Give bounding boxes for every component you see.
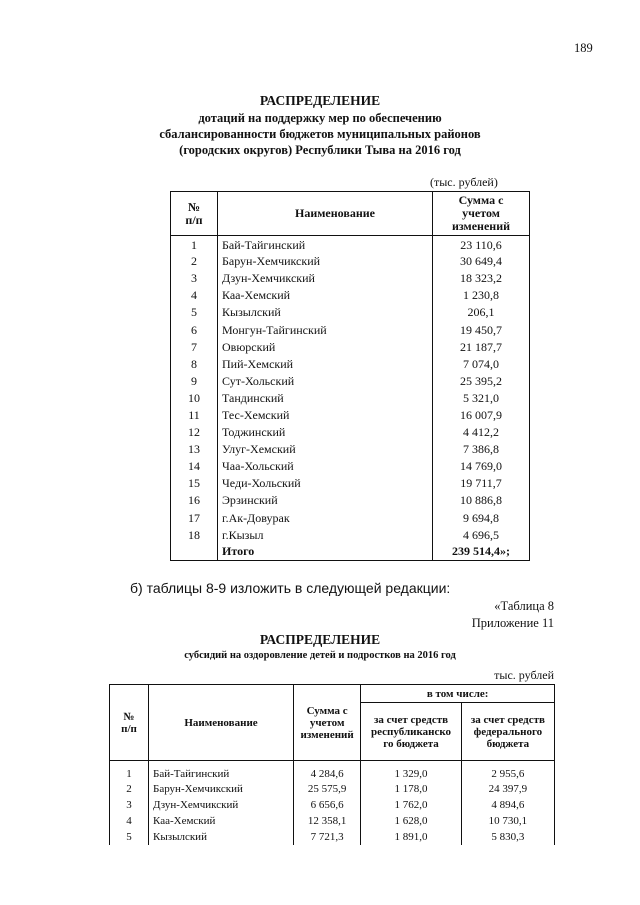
row-republic: 1 329,0 — [361, 761, 462, 782]
row-number: 16 — [171, 492, 218, 509]
row-name: Эрзинский — [218, 492, 433, 509]
table-row — [171, 441, 530, 458]
row-name: Улуг-Хемский — [218, 441, 433, 458]
row-number: 2 — [171, 253, 218, 270]
table-row — [171, 270, 530, 287]
row-sum: 206,1 — [433, 304, 530, 321]
row-name: Бай-Тайгинский — [149, 761, 294, 782]
table-row — [171, 475, 530, 492]
row-sum: 1 230,8 — [433, 287, 530, 304]
row-sum: 4 412,2 — [433, 424, 530, 441]
row-sum: 25 575,9 — [294, 781, 361, 797]
table1-subtitle-line: дотаций на поддержку мер по обеспечению — [198, 111, 442, 125]
table1-title: РАСПРЕДЕЛЕНИЕ — [259, 93, 381, 108]
row-sum: 7 386,8 — [433, 441, 530, 458]
row-sum: 23 110,6 — [433, 236, 530, 253]
appendix-reference: Приложение 11 — [471, 616, 554, 630]
row-number: 2 — [110, 781, 149, 797]
row-number: 15 — [171, 475, 218, 492]
row-number: 7 — [171, 338, 218, 355]
table-row — [171, 492, 530, 509]
row-name: Дзун-Хемчикский — [149, 797, 294, 813]
table1-body — [171, 236, 530, 561]
row-name: Барун-Хемчикский — [218, 253, 433, 270]
total-num-empty — [171, 543, 218, 560]
row-name: Тес-Хемский — [218, 406, 433, 423]
row-republic: 1 891,0 — [361, 829, 462, 845]
row-number: 5 — [171, 304, 218, 321]
row-name: Тандинский — [218, 389, 433, 406]
row-name: г.Кызыл — [218, 526, 433, 543]
row-sum: 19 711,7 — [433, 475, 530, 492]
row-name: г.Ак-Довурак — [218, 509, 433, 526]
row-federal: 5 830,3 — [461, 829, 554, 845]
row-number: 3 — [110, 797, 149, 813]
table8-reference: «Таблица 8 — [494, 599, 554, 613]
header-sum: Сумма с учетом изменений — [294, 685, 361, 761]
table-row — [171, 236, 530, 253]
table-row — [171, 253, 530, 270]
table1-subtitle-line: (городских округов) Республики Тыва на 2016 год — [179, 143, 461, 157]
table2-body — [110, 761, 555, 846]
table2-units: тыс. рублей — [494, 668, 554, 682]
row-number: 18 — [171, 526, 218, 543]
row-number: 11 — [171, 406, 218, 423]
table-row — [110, 813, 555, 829]
table-row — [110, 781, 555, 797]
row-name: Монгун-Тайгинский — [218, 321, 433, 338]
total-row — [171, 543, 530, 560]
row-sum: 25 395,2 — [433, 372, 530, 389]
table-row — [171, 321, 530, 338]
paragraph-b: б) таблицы 8-9 изложить в следующей редакции: — [130, 580, 451, 596]
row-sum: 30 649,4 — [433, 253, 530, 270]
row-republic: 1 762,0 — [361, 797, 462, 813]
row-sum: 19 450,7 — [433, 321, 530, 338]
row-name: Дзун-Хемчикский — [218, 270, 433, 287]
header-name: Наименование — [218, 192, 433, 236]
row-number: 12 — [171, 424, 218, 441]
row-sum: 4 696,5 — [433, 526, 530, 543]
row-number: 3 — [171, 270, 218, 287]
row-name: Чаа-Хольский — [218, 458, 433, 475]
page-number: 189 — [574, 41, 593, 55]
row-sum: 10 886,8 — [433, 492, 530, 509]
row-name: Кызылский — [149, 829, 294, 845]
row-sum: 5 321,0 — [433, 389, 530, 406]
table-row — [110, 829, 555, 845]
table-row — [171, 526, 530, 543]
table-row — [171, 389, 530, 406]
row-number: 14 — [171, 458, 218, 475]
table-row — [110, 761, 555, 782]
table2-subtitle: субсидий на оздоровление детей и подростков на 2016 год — [184, 650, 456, 661]
header-including: в том числе: — [361, 685, 555, 703]
row-republic: 1 628,0 — [361, 813, 462, 829]
header-republic-budget: за счет средств республиканско го бюджета — [361, 703, 462, 761]
row-sum: 16 007,9 — [433, 406, 530, 423]
table1-subtitle-line: сбалансированности бюджетов муниципальных районов — [159, 127, 481, 141]
row-name: Бай-Тайгинский — [218, 236, 433, 253]
row-number: 10 — [171, 389, 218, 406]
table-row — [171, 372, 530, 389]
row-federal: 10 730,1 — [461, 813, 554, 829]
table-row — [171, 509, 530, 526]
row-number: 6 — [171, 321, 218, 338]
row-number: 9 — [171, 372, 218, 389]
table1-units: (тыс. рублей) — [430, 175, 498, 189]
table2-title: РАСПРЕДЕЛЕНИЕ — [259, 632, 381, 647]
row-name: Овюрский — [218, 338, 433, 355]
table-row — [171, 338, 530, 355]
total-sum: 239 514,4»; — [433, 543, 530, 560]
header-num: № п/п — [171, 192, 218, 236]
row-sum: 7 721,3 — [294, 829, 361, 845]
row-name: Кызылский — [218, 304, 433, 321]
row-number: 1 — [110, 761, 149, 782]
row-sum: 4 284,6 — [294, 761, 361, 782]
row-republic: 1 178,0 — [361, 781, 462, 797]
table-row — [171, 424, 530, 441]
table-row — [171, 287, 530, 304]
row-sum: 14 769,0 — [433, 458, 530, 475]
row-federal: 2 955,6 — [461, 761, 554, 782]
header-num: № п/п — [110, 685, 149, 761]
row-name: Пий-Хемский — [218, 355, 433, 372]
row-name: Барун-Хемчикский — [149, 781, 294, 797]
row-number: 8 — [171, 355, 218, 372]
row-sum: 18 323,2 — [433, 270, 530, 287]
row-name: Каа-Хемский — [218, 287, 433, 304]
row-number: 17 — [171, 509, 218, 526]
table-row — [171, 355, 530, 372]
header-federal-budget: за счет средств федерального бюджета — [461, 703, 554, 761]
table-row — [110, 797, 555, 813]
header-sum: Сумма с учетом изменений — [433, 192, 530, 236]
table1-header-row — [171, 192, 530, 236]
table1-subsidy-distribution — [170, 191, 530, 561]
table1-subtitle — [0, 110, 640, 158]
row-sum: 12 358,1 — [294, 813, 361, 829]
table2-header-row — [110, 685, 555, 703]
table-row — [171, 304, 530, 321]
row-number: 1 — [171, 236, 218, 253]
header-name: Наименование — [149, 685, 294, 761]
row-number: 4 — [110, 813, 149, 829]
table-row — [171, 458, 530, 475]
row-number: 4 — [171, 287, 218, 304]
row-federal: 24 397,9 — [461, 781, 554, 797]
row-name: Тоджинский — [218, 424, 433, 441]
table-row — [171, 406, 530, 423]
row-name: Сут-Хольский — [218, 372, 433, 389]
total-label: Итого — [218, 543, 433, 560]
table2-health-subsidy — [109, 684, 555, 845]
row-name: Каа-Хемский — [149, 813, 294, 829]
row-sum: 6 656,6 — [294, 797, 361, 813]
row-number: 5 — [110, 829, 149, 845]
row-sum: 9 694,8 — [433, 509, 530, 526]
row-number: 13 — [171, 441, 218, 458]
row-sum: 21 187,7 — [433, 338, 530, 355]
row-federal: 4 894,6 — [461, 797, 554, 813]
row-sum: 7 074,0 — [433, 355, 530, 372]
row-name: Чеди-Хольский — [218, 475, 433, 492]
